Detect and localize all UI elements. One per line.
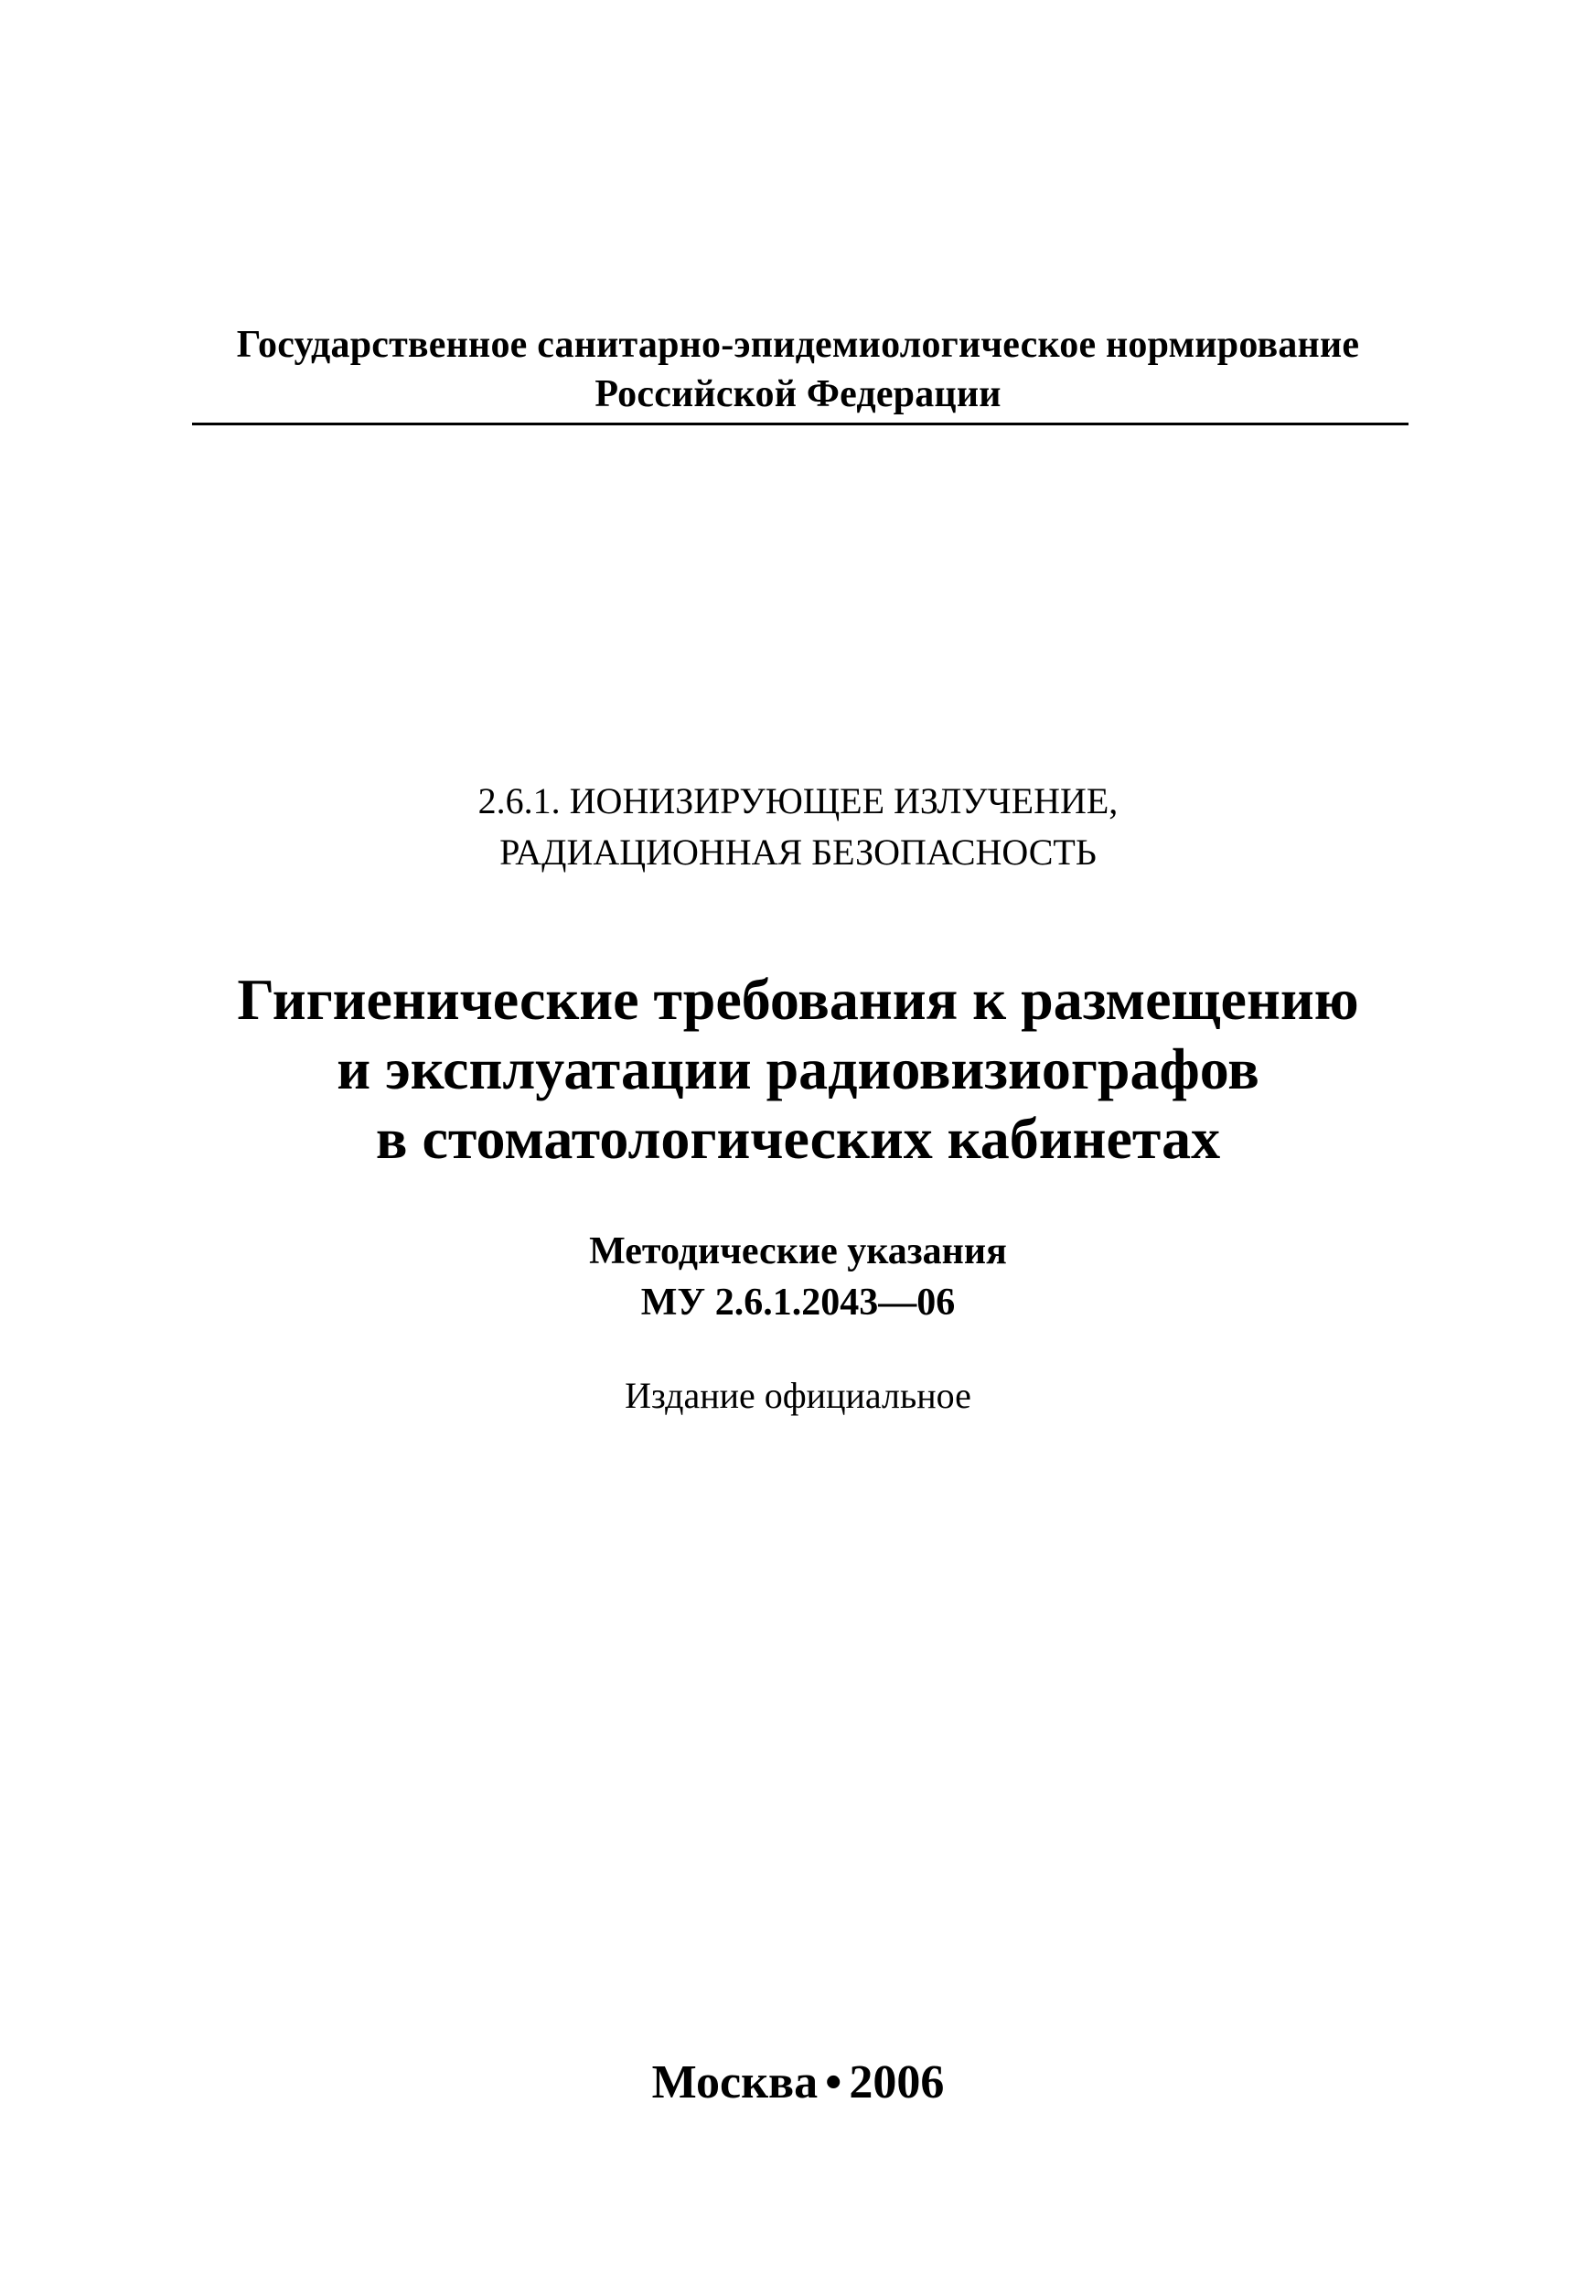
header-divider: [192, 423, 1409, 425]
title-line-2: и эксплуатации радиовизиографов: [337, 1036, 1259, 1101]
document-code: МУ 2.6.1.2043—06: [640, 1282, 956, 1324]
edition-note: Издание официальное: [625, 1375, 971, 1416]
title-line-1: Гигиенические требования к размещению: [237, 967, 1359, 1032]
section-heading: [0, 776, 1596, 878]
authority-line-1: Государственное санитарно-эпидемиологическое нормирование: [236, 324, 1360, 366]
document-title: [0, 965, 1596, 1174]
imprint-city: Москва: [651, 2056, 819, 2108]
issuing-authority: [0, 320, 1596, 419]
document-type-name: Методические указания: [589, 1230, 1007, 1272]
imprint-separator: •: [825, 2056, 842, 2108]
section-line-2: РАДИАЦИОННАЯ БЕЗОПАСНОСТЬ: [499, 831, 1097, 873]
imprint-year: 2006: [849, 2056, 945, 2108]
document-type: [0, 1226, 1596, 1328]
imprint: [0, 2054, 1596, 2112]
title-line-3: в стоматологических кабинетах: [375, 1106, 1221, 1171]
authority-line-2: Российской Федерации: [594, 373, 1002, 415]
section-line-1: 2.6.1. ИОНИЗИРУЮЩЕЕ ИЗЛУЧЕНИЕ,: [477, 780, 1119, 821]
